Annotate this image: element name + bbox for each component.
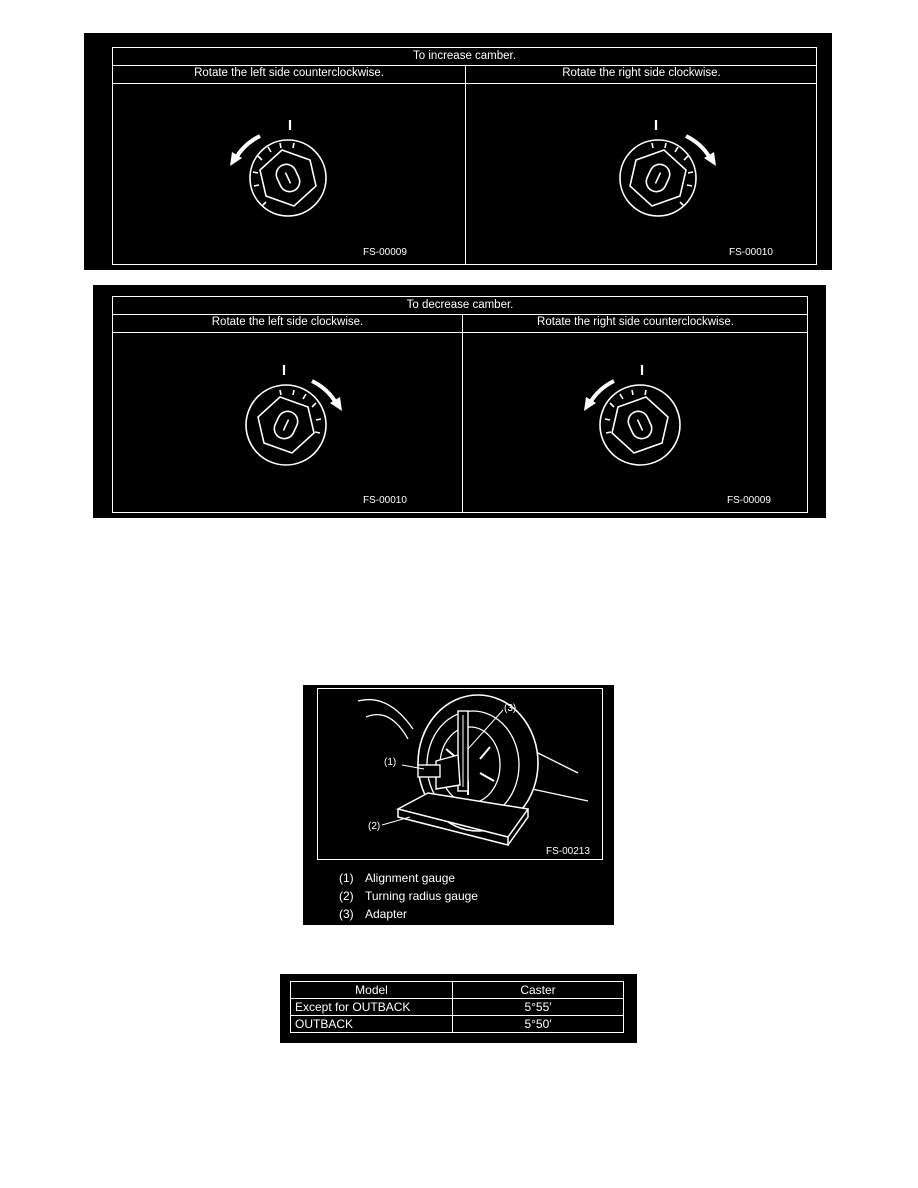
gauge-figure-code: FS-00213 bbox=[546, 846, 590, 857]
callout-3: (3) bbox=[504, 703, 517, 714]
increase-camber-panel bbox=[84, 33, 832, 270]
callout-2: (2) bbox=[368, 821, 381, 832]
legend-label: Alignment gauge bbox=[365, 871, 456, 885]
legend-num: (2) bbox=[339, 889, 354, 903]
cell-model: OUTBACK bbox=[291, 1016, 453, 1033]
gauge-legend-item-3 bbox=[339, 905, 407, 923]
decrease-camber-panel bbox=[93, 285, 826, 518]
caster-table-panel bbox=[280, 974, 637, 1043]
gauge-legend-item-1 bbox=[339, 869, 455, 887]
column-header-model: Model bbox=[291, 982, 453, 999]
wheel-gauge-illustration bbox=[318, 689, 604, 861]
legend-label: Turning radius gauge bbox=[365, 889, 478, 903]
gauge-figure-panel bbox=[303, 685, 614, 925]
gauge-legend-item-2 bbox=[339, 887, 478, 905]
increase-right-heading: Rotate the right side clockwise. bbox=[562, 67, 721, 79]
decrease-right-heading: Rotate the right side counterclockwise. bbox=[537, 316, 734, 328]
increase-camber-title: To increase camber. bbox=[113, 48, 816, 66]
increase-left-figure-code: FS-00009 bbox=[363, 247, 407, 258]
legend-num: (3) bbox=[339, 907, 354, 921]
decrease-right-figure-code: FS-00009 bbox=[727, 495, 771, 506]
increase-right-dial-illustration bbox=[113, 48, 818, 266]
legend-label: Adapter bbox=[365, 907, 408, 921]
increase-right-figure-code: FS-00010 bbox=[729, 247, 773, 258]
increase-left-heading: Rotate the left side counterclockwise. bbox=[194, 67, 384, 79]
legend-num: (1) bbox=[339, 871, 354, 885]
column-header-caster: Caster bbox=[453, 982, 624, 999]
cell-caster: 5°55′ bbox=[453, 999, 624, 1016]
clockwise-arrow bbox=[686, 136, 710, 158]
gauge-figure-frame bbox=[317, 688, 603, 860]
decrease-camber-title: To decrease camber. bbox=[113, 297, 807, 315]
table-row bbox=[291, 1016, 624, 1033]
table-row bbox=[291, 999, 624, 1016]
camber-bolt-dial-right-inc bbox=[620, 120, 716, 216]
caster-spec-table bbox=[290, 981, 624, 1033]
increase-camber-grid bbox=[112, 47, 817, 265]
cell-caster: 5°50′ bbox=[453, 1016, 624, 1033]
decrease-left-heading: Rotate the left side clockwise. bbox=[211, 316, 364, 328]
decrease-right-dial-illustration bbox=[113, 297, 809, 514]
decrease-left-figure-code: FS-00010 bbox=[363, 495, 407, 506]
decrease-camber-grid bbox=[112, 296, 808, 513]
cell-model: Except for OUTBACK bbox=[291, 999, 453, 1016]
callout-1: (1) bbox=[384, 757, 397, 768]
table-header-row bbox=[291, 982, 624, 999]
